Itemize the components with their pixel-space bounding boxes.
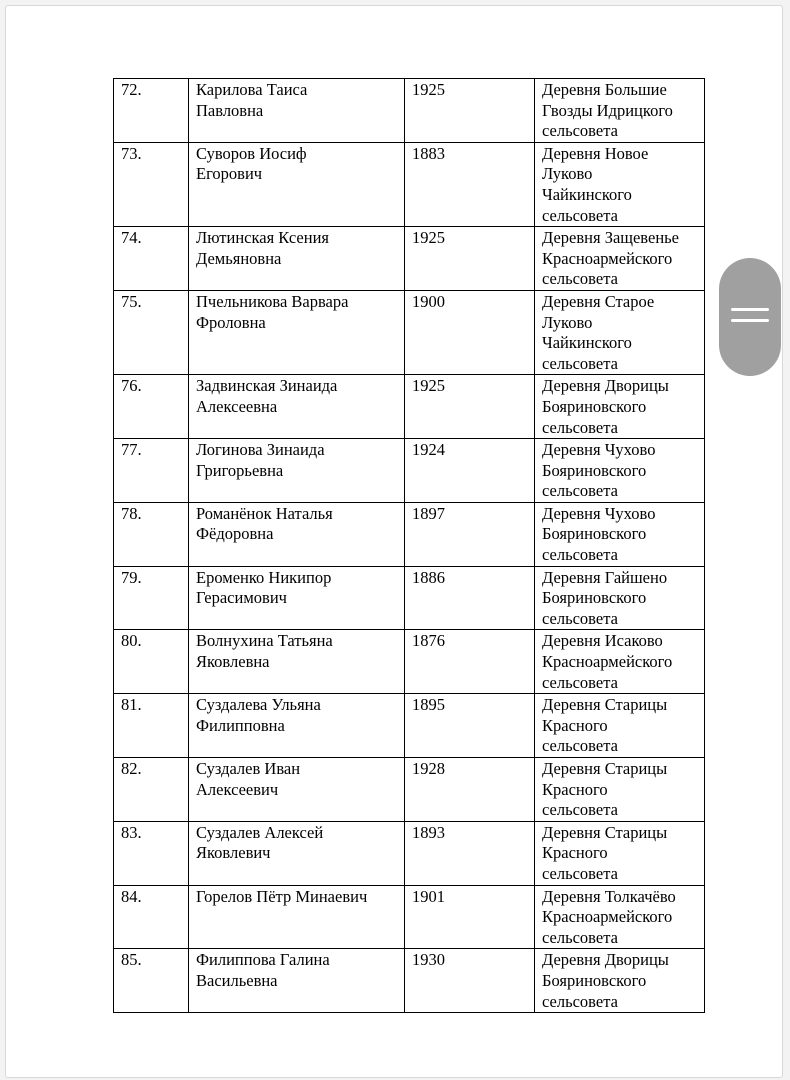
person-name-line: Филиппова Галина [196, 950, 330, 970]
table-row [114, 949, 705, 1013]
place-cell [535, 142, 705, 226]
person-name-cell [189, 439, 405, 503]
table-row [114, 227, 705, 291]
place-line: сельсовета [542, 121, 618, 141]
place-cell [535, 375, 705, 439]
person-name-line: Задвинская Зинаида [196, 376, 338, 396]
row-number: 82. [114, 758, 189, 822]
place-line: Бояриновского [542, 396, 647, 416]
table-row [114, 566, 705, 630]
person-name-line: Яковлевна [196, 652, 270, 672]
person-name-line: Карилова Таиса [196, 80, 308, 99]
place-cell [535, 885, 705, 949]
records-table-body [114, 79, 705, 1013]
place-cell [535, 630, 705, 694]
table-row [114, 885, 705, 949]
place-line: Бояриновского [542, 588, 647, 608]
place-line: сельсовета [542, 353, 618, 373]
row-number: 83. [114, 821, 189, 885]
place-line: сельсовета [542, 205, 618, 225]
place-line: сельсовета [542, 269, 618, 289]
place-cell [535, 227, 705, 291]
table-row [114, 142, 705, 226]
place-line: Красного [542, 843, 608, 863]
person-name-line: Алексеевна [196, 396, 278, 416]
place-line: Деревня Исаково [542, 631, 663, 651]
person-name-cell [189, 758, 405, 822]
place-line: Деревня Чухово [542, 440, 656, 460]
place-cell [535, 502, 705, 566]
place-line: Деревня Старицы [542, 695, 668, 715]
place-line: Гвозды Идрицкого [542, 100, 673, 120]
place-cell [535, 949, 705, 1013]
birth-year: 1930 [405, 949, 535, 1013]
place-cell [535, 566, 705, 630]
place-line: сельсовета [542, 481, 618, 501]
row-number: 73. [114, 142, 189, 226]
place-line: Красноармейского [542, 248, 673, 268]
birth-year: 1901 [405, 885, 535, 949]
row-number: 78. [114, 502, 189, 566]
place-line: сельсовета [542, 991, 618, 1011]
place-line: Красноармейского [542, 652, 673, 672]
place-line: Деревня Старицы [542, 759, 668, 778]
place-line: сельсовета [542, 863, 618, 883]
birth-year: 1886 [405, 566, 535, 630]
row-number: 80. [114, 630, 189, 694]
person-name-cell [189, 142, 405, 226]
row-number: 75. [114, 290, 189, 374]
person-name-cell [189, 885, 405, 949]
person-name-line: Васильевна [196, 970, 278, 990]
place-line: сельсовета [542, 736, 618, 756]
place-cell [535, 758, 705, 822]
row-number: 77. [114, 439, 189, 503]
person-name-line: Яковлевич [196, 843, 271, 863]
place-cell [535, 694, 705, 758]
person-name-line: Павловна [196, 100, 264, 120]
person-name-line: Фроловна [196, 312, 266, 332]
place-line: Красного [542, 779, 608, 799]
person-name-line: Суздалев Иван [196, 759, 301, 778]
place-line: Деревня Чухово [542, 503, 656, 523]
row-number: 81. [114, 694, 189, 758]
place-line: Деревня Гайшено [542, 567, 668, 587]
row-number: 84. [114, 885, 189, 949]
person-name-cell [189, 949, 405, 1013]
place-line: Луково [542, 164, 593, 184]
person-name-cell [189, 375, 405, 439]
table-row [114, 630, 705, 694]
place-line: сельсовета [542, 927, 618, 947]
table-row [114, 79, 705, 143]
table-row [114, 502, 705, 566]
place-cell [535, 290, 705, 374]
birth-year: 1924 [405, 439, 535, 503]
person-name-line: Суздалев Алексей [196, 822, 324, 842]
person-name-cell [189, 566, 405, 630]
place-line: Деревня Дворицы [542, 376, 669, 396]
birth-year: 1897 [405, 502, 535, 566]
place-line: Чайкинского [542, 184, 632, 204]
birth-year: 1925 [405, 79, 535, 143]
person-name-cell [189, 290, 405, 374]
table-row [114, 758, 705, 822]
birth-year: 1895 [405, 694, 535, 758]
place-line: Деревня Большие [542, 80, 667, 99]
place-line: сельсовета [542, 608, 618, 628]
person-name-line: Романёнок Наталья [196, 503, 333, 523]
table-row [114, 375, 705, 439]
row-number: 72. [114, 79, 189, 143]
place-line: сельсовета [542, 800, 618, 820]
place-line: Бояриновского [542, 460, 647, 480]
place-line: Красноармейского [542, 907, 673, 927]
person-name-cell [189, 630, 405, 694]
person-name-line: Филипповна [196, 715, 285, 735]
place-line: сельсовета [542, 545, 618, 565]
person-name-line: Суворов Иосиф [196, 143, 307, 163]
person-name-line: Суздалева Ульяна [196, 695, 321, 715]
place-line: Луково [542, 312, 593, 332]
place-line: Деревня Старицы [542, 822, 668, 842]
person-name-line: Волнухина Татьяна [196, 631, 333, 651]
place-cell [535, 439, 705, 503]
person-name-cell [189, 694, 405, 758]
person-name-line: Демьяновна [196, 248, 282, 268]
table-row [114, 821, 705, 885]
place-line: Бояриновского [542, 524, 647, 544]
person-name-cell [189, 821, 405, 885]
row-number: 76. [114, 375, 189, 439]
place-line: Чайкинского [542, 333, 632, 353]
person-name-line: Герасимович [196, 588, 287, 608]
person-name-line: Лютинская Ксения [196, 228, 329, 248]
row-number: 79. [114, 566, 189, 630]
birth-year: 1925 [405, 227, 535, 291]
person-name-line: Логинова Зинаида [196, 440, 325, 460]
birth-year: 1925 [405, 375, 535, 439]
place-line: Деревня Старое [542, 291, 655, 311]
birth-year: 1883 [405, 142, 535, 226]
birth-year: 1893 [405, 821, 535, 885]
place-line: Деревня Защевенье [542, 228, 680, 248]
row-number: 74. [114, 227, 189, 291]
person-name-line: Пчельникова Варвара [196, 291, 349, 311]
person-name-cell [189, 79, 405, 143]
birth-year: 1928 [405, 758, 535, 822]
records-table [113, 78, 705, 1013]
place-line: Красного [542, 715, 608, 735]
table-row [114, 694, 705, 758]
place-line: Деревня Дворицы [542, 950, 669, 970]
birth-year: 1900 [405, 290, 535, 374]
table-row [114, 439, 705, 503]
place-line: Бояриновского [542, 970, 647, 990]
table-row [114, 290, 705, 374]
person-name-line: Алексеевич [196, 779, 279, 799]
person-name-cell [189, 502, 405, 566]
place-line: сельсовета [542, 672, 618, 692]
person-name-line: Фёдоровна [196, 524, 274, 544]
person-name-cell [189, 227, 405, 291]
birth-year: 1876 [405, 630, 535, 694]
row-number: 85. [114, 949, 189, 1013]
place-cell [535, 79, 705, 143]
person-name-line: Егорович [196, 164, 263, 184]
place-line: сельсовета [542, 417, 618, 437]
person-name-line: Григорьевна [196, 460, 284, 480]
person-name-line: Горелов Пётр Минаевич [196, 886, 368, 906]
person-name-line: Ероменко Никипор [196, 567, 332, 587]
place-line: Деревня Толкачёво [542, 886, 676, 906]
scroll-handle[interactable] [719, 258, 781, 376]
place-cell [535, 821, 705, 885]
place-line: Деревня Новое [542, 143, 649, 163]
